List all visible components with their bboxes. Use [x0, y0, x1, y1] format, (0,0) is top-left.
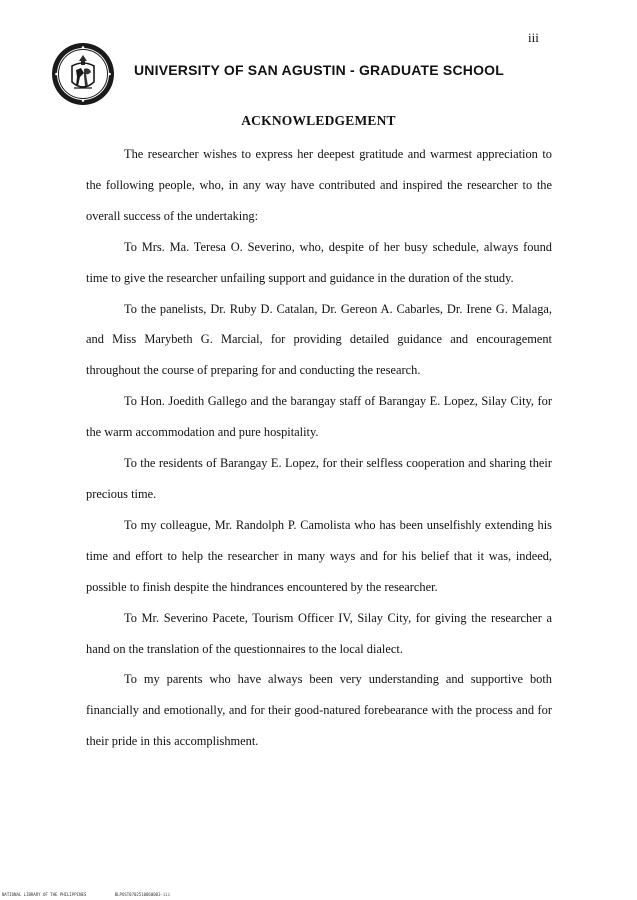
paragraph-panelists: To the panelists, Dr. Ruby D. Catalan, Dr. Gereon A. Cabarles, Dr. Irene G. Malaga, and Miss Marybeth G. Marcial, for providing detailed guidance and encouragement throughout the course of preparing for and conducting the research. [86, 301, 552, 378]
library-stamp: NATIONAL LIBRARY OF THE PHILIPPINES [2, 892, 87, 897]
paragraph-intro: The researcher wishes to express her deepest gratitude and warmest appreciation to the following people, who, in any way have contributed and inspired the researcher to the overall success of the undertaking: [86, 147, 552, 223]
paragraph-parents: To my parents who have always been very understanding and supportive both financially and emotionally, and for their good-natured forebearance with the process and for their pride in this accomplishment. [86, 672, 552, 749]
paragraph-tourism-officer: To Mr. Severino Pacete, Tourism Officer IV, Silay City, for giving the researcher a hand on the translation of the questionnaires to the local dialect. [86, 610, 552, 656]
record-code: BLPOST0702510060003-iii [114, 892, 171, 897]
paragraph-adviser: To Mrs. Ma. Teresa O. Severino, who, despite of her busy schedule, always found time to give the researcher unfailing support and guidance in the duration of the study. [86, 239, 552, 285]
paragraph-colleague: To my colleague, Mr. Randolph P. Camolista who has been unselfishly extending his time and effort to help the researcher in many ways and for his belief that it was, indeed, possible to finish despite the hindrances encountered by the researcher. [86, 517, 552, 594]
paragraph-residents: To the residents of Barangay E. Lopez, for their selfless cooperation and sharing their precious time. [86, 456, 552, 501]
university-seal-icon [51, 42, 115, 106]
university-header: UNIVERSITY OF SAN AGUSTIN - GRADUATE SCHOOL [134, 62, 505, 78]
acknowledgement-body [86, 139, 552, 757]
page-number: iii [528, 30, 539, 45]
paragraph-barangay-staff: To Hon. Joedith Gallego and the barangay staff of Barangay E. Lopez, Silay City, for the warm accommodation and pure hospitality. [86, 394, 552, 440]
document-title: ACKNOWLEDGEMENT [241, 113, 396, 128]
footer-stamp [2, 892, 170, 897]
